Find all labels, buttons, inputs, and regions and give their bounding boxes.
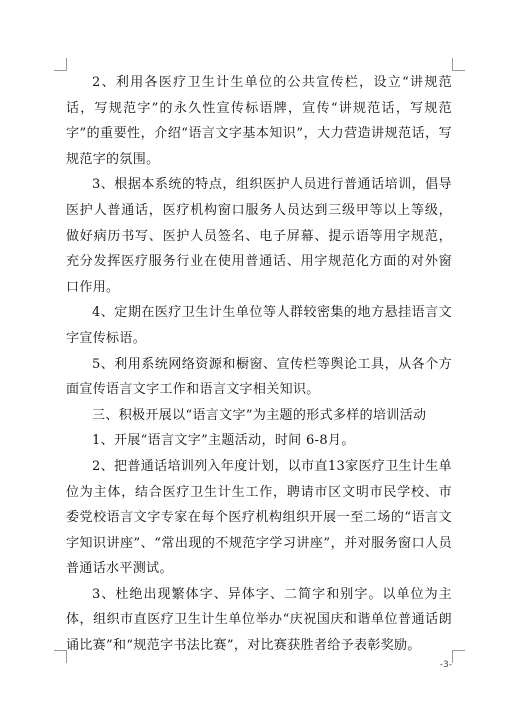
paragraph-item-5-network-resources: 5、利用系统网络资源和橱窗、宣传栏等舆论工具，从各个方面宣传语言文字工作和语言文字相关知识。: [66, 356, 452, 398]
paragraph-item-4-slogans: 4、定期在医疗卫生计生单位等人群较密集的地方悬挂语言文字宣传标语。: [66, 305, 452, 346]
paragraph-activity-2: 2、把普通话培训列入年度计划，以市直13家医疗卫生计生单位为主体，结合医疗卫生计生工作，聘请市区文明市民学校、市委党校语言文字专家在每个医疗机构组织开展一至二场的“语言文字知识讲座”、“常出现的不规范字学习讲座”，并对服务窗口人员普通话水平测试。: [66, 458, 452, 577]
crop-mark-bottom-right: [452, 650, 465, 663]
paragraph-item-2-public-board: 2、利用各医疗卫生计生单位的公共宣传栏，设立“讲规范话，写规范字”的永久性宣传标语牌，宣传“讲规范话，写规范字”的重要性，介绍“语言文字基本知识”，大力营造讲规范话，写规范字的氛围。: [66, 75, 452, 167]
paragraph-activity-3: 3、杜绝出现繁体字、异体字、二简字和别字。以单位为主体，组织市直医疗卫生计生单位举办“庆祝国庆和谐单位普通话朗诵比赛”和“规范字书法比赛”，对比赛获胜者给予表彰奖励。: [66, 586, 452, 654]
paragraph-activity-1: 1、开展“语言文字”主题活动，时间 6-8月。: [92, 433, 355, 449]
paragraph-item-3-mandarin-training: 3、根据本系统的特点，组织医护人员进行普通话培训，倡导医护人普通话，医疗机构窗口服务人员达到三级甲等以上等级，做好病历书写、医护人员签名、电子屏幕、提示语等用字规范，充分发挥医疗服务行业在使用普通话、用字规范化方面的对外窗口作用。: [66, 177, 452, 295]
crop-mark-top-right: [452, 58, 465, 71]
document-body: [66, 70, 452, 659]
page-number: -3-: [439, 660, 452, 670]
section-heading-3: 三、积极开展以“语言文字”为主题的形式多样的培训活动: [92, 407, 427, 423]
